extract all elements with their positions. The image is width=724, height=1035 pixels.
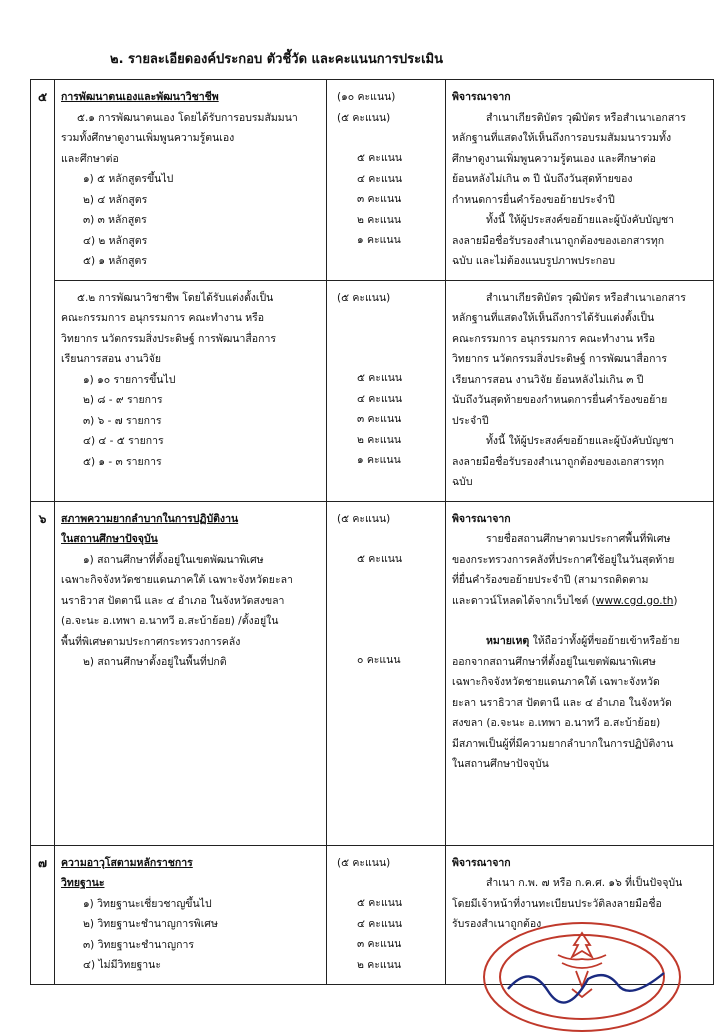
list-item: พื้นที่พิเศษตามประกาศกระทรวงการคลัง [61, 635, 241, 648]
item-score: ๒ คะแนน [357, 213, 402, 226]
item-score: ๕ คะแนน [357, 897, 403, 909]
table-row [31, 845, 714, 984]
criteria-cell [446, 501, 714, 845]
criteria-text: ลงลายมือชื่อรับรองสำเนาถูกต้องของเอกสารทุก [452, 455, 665, 468]
criteria-text: โดยมีเจ้าหน้าที่งานทะเบียนประวัติลงลายมือชื่อ [452, 897, 662, 910]
criteria-text: รายชื่อสถานศึกษาตามประกาศพื้นที่พิเศษ [486, 533, 671, 545]
criteria-cell [446, 845, 714, 984]
criteria-text: หลักฐานที่แสดงให้เห็นถึงการได้รับแต่งตั้งเป็น [452, 312, 655, 324]
criteria-text: วิทยากร นวัตกรรมสิ่งประดิษฐ์ การพัฒนาสื่อการ [452, 353, 667, 365]
note-text: ยะลา นราธิวาส ปัตตานี และ ๔ อำเภอ ในจังหวัด [452, 696, 672, 709]
item-title: การพัฒนาตนเองและพัฒนาวิชาชีพ [61, 91, 219, 103]
criteria-text: ฉบับ [452, 476, 473, 488]
list-item: นราธิวาส ปัตตานี และ ๔ อำเภอ ในจังหวัดสงขลา [61, 594, 285, 607]
list-item: (อ.จะนะ อ.เทพา อ.นาทวี อ.สะบ้าย้อย) /ตั้งอยู่ใน [61, 615, 279, 627]
criteria-text: คณะกรรมการ อนุกรรมการ คณะทำงาน หรือ [452, 332, 656, 345]
criteria-text: นับถึงวันสุดท้ายของกำหนดการยื่นคำร้องขอย้าย [452, 394, 668, 406]
item-score: ๔ คะแนน [357, 917, 403, 930]
section-heading: ๒. รายละเอียดองค์ประกอบ ตัวชี้วัด และคะแนนการประเมิน [110, 52, 443, 67]
item-cell [55, 280, 327, 501]
sub-score: (๕ คะแนน) [337, 111, 391, 124]
list-item: ๑) วิทยฐานะเชี่ยวชาญขึ้นไป [83, 897, 212, 910]
sub-item-text: และศึกษาต่อ [61, 152, 119, 165]
item-score: ๐ คะแนน [357, 653, 401, 666]
note-text: ให้ถือว่าทั้งผู้ที่ขอย้ายเข้าหรือย้าย [529, 635, 680, 647]
list-item: ๕) ๑ หลักสูตร [83, 255, 147, 267]
table-row [31, 280, 714, 501]
score-cell [327, 845, 446, 984]
list-item: ๔) ๔ - ๕ รายการ [83, 435, 164, 447]
score-cell [327, 80, 446, 281]
note-line [452, 631, 707, 652]
item-score: ๒ คะแนน [357, 433, 402, 446]
row-number: ๕ [31, 80, 55, 502]
criteria-text: หลักฐานที่แสดงให้เห็นถึงการอบรมสัมมนารวมทั้ง [452, 132, 672, 144]
criteria-text: ทั้งนี้ ให้ผู้ประสงค์ขอย้ายและผู้บังคับบัญชา [486, 435, 675, 447]
criteria-text: รับรองสำเนาถูกต้อง [452, 918, 542, 930]
item-score: ๕ คะแนน [357, 372, 403, 384]
list-item: ๑) ๕ หลักสูตรขึ้นไป [83, 173, 174, 185]
sub-score: (๕ คะแนน) [337, 291, 391, 304]
note-text: ในสถานศึกษาปัจจุบัน [452, 758, 549, 770]
item-score: ๑ คะแนน [357, 454, 401, 466]
total-score: (๕ คะแนน) [337, 512, 391, 525]
list-item: ๓) ๓ หลักสูตร [83, 214, 147, 226]
criteria-text: เรียนการสอน งานวิจัย ย้อนหลังไม่เกิน ๓ ปี [452, 373, 644, 386]
item-score: ๓ คะแนน [357, 413, 402, 425]
sub-item-text: ๕.๑ การพัฒนาตนเอง โดยได้รับการอบรมสัมมนา [77, 111, 298, 124]
list-item: ๑) ๑๐ รายการขึ้นไป [83, 373, 176, 386]
list-item: ๒) ๔ หลักสูตร [83, 193, 148, 206]
item-title: วิทยฐานะ [61, 877, 105, 889]
criteria-text: ศึกษาดูงานเพิ่มพูนความรู้ตนเอง และศึกษาต่อ [452, 152, 656, 165]
criteria-text: ฉบับ และไม่ต้องแนบรูปภาพประกอบ [452, 255, 616, 267]
note-text: เฉพาะกิจจังหวัดชายแดนภาคใต้ เฉพาะจังหวัด [452, 676, 660, 688]
criteria-text: สำเนา ก.พ. ๗ หรือ ก.ค.ศ. ๑๖ ที่เป็นปัจจุบัน [486, 877, 683, 889]
criteria-text: ) [673, 594, 678, 607]
list-item: ๕) ๑ - ๓ รายการ [83, 455, 162, 468]
criteria-text: สำเนาเกียรติบัตร วุฒิบัตร หรือสำเนาเอกสาร [486, 291, 686, 304]
list-item: ๔) ไม่มีวิทยฐานะ [83, 959, 161, 971]
item-score: ๔ คะแนน [357, 392, 403, 405]
table-row [31, 501, 714, 845]
list-item: ๓) วิทยฐานะชำนาญการ [83, 938, 195, 951]
item-cell [55, 501, 327, 845]
list-item: เฉพาะกิจจังหวัดชายแดนภาคใต้ เฉพาะจังหวัดยะลา [61, 574, 293, 586]
total-score: (๕ คะแนน) [337, 856, 391, 869]
criteria-title: พิจารณาจาก [452, 91, 511, 103]
criteria-text: สำเนาเกียรติบัตร วุฒิบัตร หรือสำเนาเอกสาร [486, 111, 686, 124]
list-item: ๒) ๘ - ๙ รายการ [83, 394, 163, 406]
evaluation-table [30, 79, 714, 985]
criteria-text: กำหนดการยื่นคำร้องขอย้ายประจำปี [452, 193, 615, 206]
item-score: ๒ คะแนน [357, 958, 402, 971]
sub-item-text: เรียนการสอน งานวิจัย [61, 353, 162, 365]
item-score: ๕ คะแนน [357, 553, 403, 565]
list-item: ๒) วิทยฐานะชำนาญการพิเศษ [83, 918, 218, 930]
item-score: ๓ คะแนน [357, 193, 402, 205]
sub-item-text: คณะกรรมการ อนุกรรมการ คณะทำงาน หรือ [61, 312, 265, 324]
note-text: สงขลา (อ.จะนะ อ.เทพา อ.นาทวี อ.สะบ้าย้อย) [452, 717, 661, 729]
list-item: ๔) ๒ หลักสูตร [83, 234, 148, 247]
criteria-title: พิจารณาจาก [452, 856, 511, 869]
criteria-text: ประจำปี [452, 414, 489, 427]
total-score: (๑๐ คะแนน) [337, 91, 396, 103]
item-score: ๔ คะแนน [357, 172, 403, 185]
sub-item-text: ๕.๒ การพัฒนาวิชาชีพ โดยได้รับแต่งตั้งเป็น [77, 291, 274, 304]
criteria-text: ย้อนหลังไม่เกิน ๓ ปี นับถึงวันสุดท้ายของ [452, 173, 633, 185]
criteria-text: ลงลายมือชื่อรับรองสำเนาถูกต้องของเอกสารทุก [452, 234, 665, 247]
criteria-cell [446, 280, 714, 501]
list-item: ๓) ๖ - ๗ รายการ [83, 414, 162, 427]
website-link[interactable]: www.cgd.go.th [595, 594, 674, 607]
item-title: สภาพความยากลำบากในการปฏิบัติงาน [61, 512, 239, 525]
criteria-cell [446, 80, 714, 281]
row-number: ๖ [31, 501, 55, 845]
sub-item-text: รวมทั้งศึกษาดูงานเพิ่มพูนความรู้ตนเอง [61, 132, 235, 144]
sub-item-text: วิทยากร นวัตกรรมสิ่งประดิษฐ์ การพัฒนาสื่อการ [61, 332, 276, 345]
criteria-text [452, 591, 707, 612]
criteria-text: ของกระทรวงการคลังที่ประกาศใช้อยู่ในวันสุดท้าย [452, 553, 675, 566]
criteria-text: ทั้งนี้ ให้ผู้ประสงค์ขอย้ายและผู้บังคับบัญชา [486, 214, 675, 226]
item-cell [55, 80, 327, 281]
item-score: ๑ คะแนน [357, 234, 401, 246]
row-number: ๗ [31, 845, 55, 984]
criteria-text: และดาวน์โหลดได้จากเว็บไซต์ ( [452, 594, 596, 607]
item-score: ๓ คะแนน [357, 938, 402, 950]
criteria-title: พิจารณาจาก [452, 512, 511, 525]
note-label: หมายเหตุ [486, 635, 530, 647]
item-title: ความอาวุโสตามหลักราชการ [61, 856, 193, 869]
table-row [31, 80, 714, 281]
item-title: ในสถานศึกษาปัจจุบัน [61, 533, 158, 545]
score-cell [327, 280, 446, 501]
list-item: ๑) สถานศึกษาที่ตั้งอยู่ในเขตพัฒนาพิเศษ [83, 553, 264, 566]
item-score: ๕ คะแนน [357, 152, 403, 164]
score-cell [327, 501, 446, 845]
note-text: มีสภาพเป็นผู้ที่มีความยากลำบากในการปฏิบัติงาน [452, 737, 674, 750]
note-text: ออกจากสถานศึกษาที่ตั้งอยู่ในเขตพัฒนาพิเศษ [452, 655, 656, 668]
criteria-text: ที่ยื่นคำร้องขอย้ายประจำปี (สามารถติดตาม [452, 574, 649, 586]
list-item: ๒) สถานศึกษาตั้งอยู่ในพื้นที่ปกติ [83, 656, 227, 668]
item-cell [55, 845, 327, 984]
